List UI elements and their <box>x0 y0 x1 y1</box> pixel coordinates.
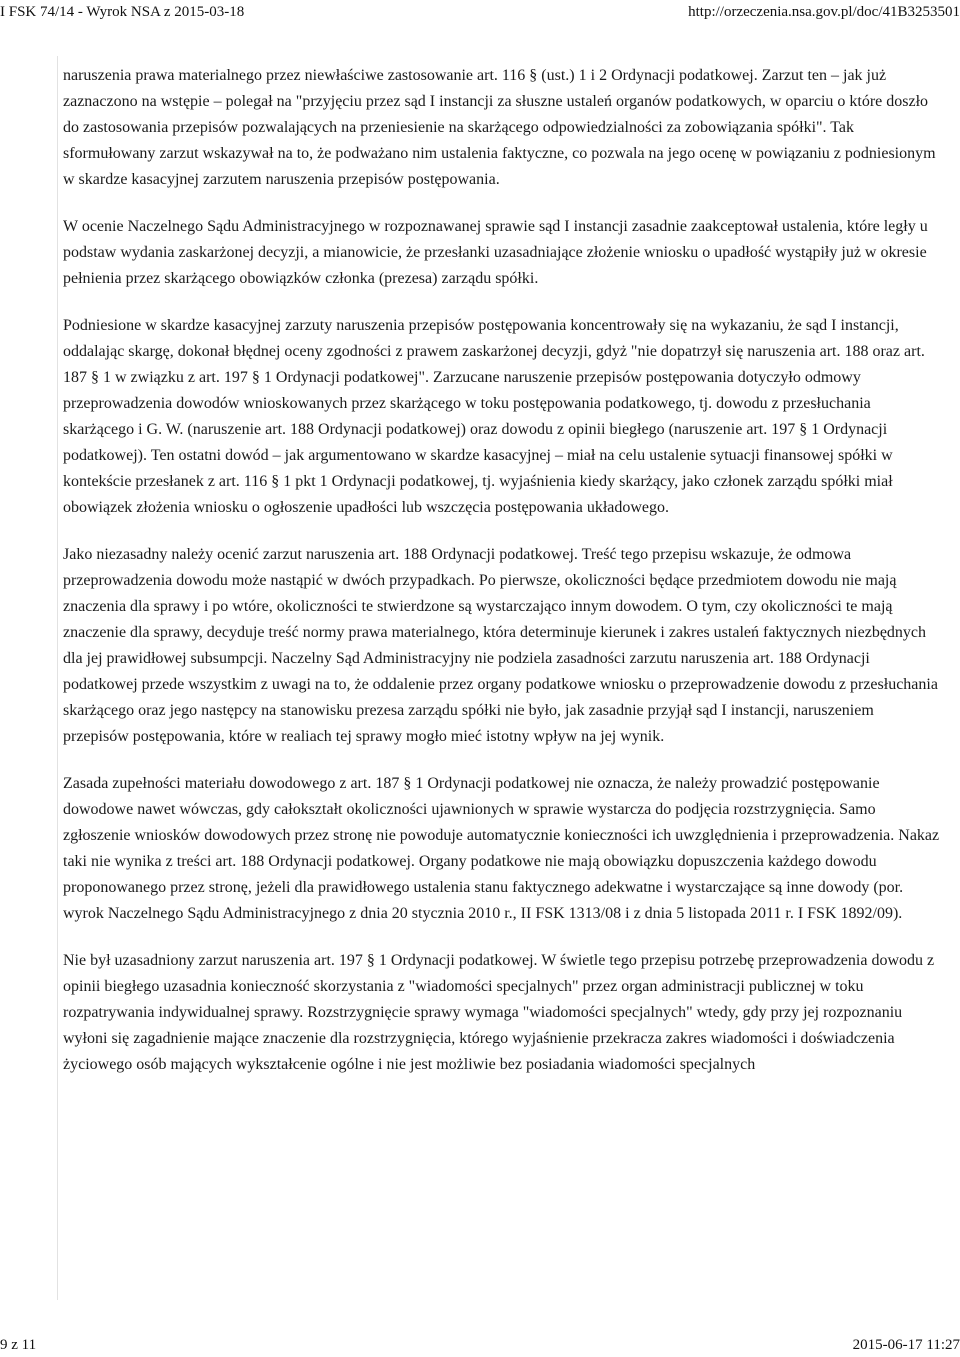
paragraph: Nie był uzasadniony zarzut naruszenia art. 197 § 1 Ordynacji podatkowej. W świetle tego przepisu potrzebę przeprowadzenia dowodu z opinii biegłego uzasadnia konieczność skorzystania z "wiadomości specjalnych" przez organ administracji publicznej w toku rozpatrywania indywidualnej sprawy. Rozstrzygnięcie sprawy wymaga "wiadomości specjalnych" wtedy, gdy przy jej rozpoznaniu wyłoni się zagadnienie mające znaczenie dla rozstrzygnięcia, którego wyjaśnienie przekracza zakres wiadomości i doświadczenia życiowego osób mających wykształcenie ogólne i nie jest możliwie bez posiadania wiadomości specjalnych <box>63 952 935 1073</box>
paragraph: Zasada zupełności materiału dowodowego z art. 187 § 1 Ordynacji podatkowej nie oznacza, że należy prowadzić postępowanie dowodowe nawet wówczas, gdy całokształt okoliczności ujawnionych w sprawie wystarcza do podjęcia rozstrzygnięcia. Samo zgłoszenie wniosków dowodowych przez stronę nie powoduje automatycznie konieczności ich uwzględnienia i przeprowadzenia. Nakaz taki nie wynika z treści art. 188 Ordynacji podatkowej. Organy podatkowe nie mają obowiązku dopuszczenia każdego dowodu proponowanego przez stronę, jeżeli dla prawidłowego ustalenia stanu faktycznego adekwatne i wystarczające są inne dowody (por. wyrok Naczelnego Sądu Administracyjnego z dnia 20 stycznia 2010 r., II FSK 1313/08 i z dnia 5 listopada 2011 r. I FSK 1892/09). <box>63 775 940 922</box>
paragraph: Jako niezasadny należy ocenić zarzut naruszenia art. 188 Ordynacji podatkowej. Treść tego przepisu wskazuje, że odmowa przeprowadzenia dowodu może nastąpić w dwóch przypadkach. Po pierwsze, okoliczności będące przedmiotem dowodu nie mają znaczenia dla sprawy i po wtóre, okoliczności te stwierdzone są wystarczająco innym dowodem. O tym, czy okoliczności te mają znaczenie dla sprawy, decyduje treść normy prawa materialnego, która determinuje kierunek i zakres ustaleń faktycznych niezbędnych dla jej prawidłowej subsumpcji. Naczelny Sąd Administracyjny nie podziela zasadności zarzutu naruszenia art. 188 Ordynacji podatkowej przede wszystkim z uwagi na to, że oddalenie przez organy podatkowe wniosku o przeprowadzenie dowodu z przesłuchania skarżącego oraz jego następcy na stanowisku prezesa zarządu spółki nie było, jak zasadnie przyjął sąd I instancji, naruszeniem przepisów postępowania, które w realiach tej sprawy mogło mieć istotny wpływ na jej wynik. <box>63 546 938 745</box>
document-url: http://orzeczenia.nsa.gov.pl/doc/41B3253501 <box>688 4 960 20</box>
document-body <box>63 63 941 1099</box>
page-number: 9 z 11 <box>0 1337 37 1353</box>
print-datetime: 2015-06-17 11:27 <box>852 1337 960 1353</box>
paragraph: W ocenie Naczelnego Sądu Administracyjnego w rozpoznawanej sprawie sąd I instancji zasadnie zaakceptował ustalenia, które legły u podstaw wydania zaskarżonej decyzji, a mianowicie, że przesłanki uzasadniające złożenie wniosku o upadłość wystąpiły już w okresie pełnienia przez skarżącego obowiązków członka (prezesa) zarządu spółki. <box>63 218 928 287</box>
document-title: I FSK 74/14 - Wyrok NSA z 2015-03-18 <box>0 4 245 20</box>
paragraph: naruszenia prawa materialnego przez niewłaściwe zastosowanie art. 116 § (ust.) 1 i 2 Ordynacji podatkowej. Zarzut ten – jak już zaznaczono na wstępie – polegał na "przyjęciu przez sąd I instancji za słuszne ustaleń organów podatkowych, w oparciu o które doszło do zastosowania przepisów pozwalających na przeniesienie na skarżącego odpowiedzialności za zobowiązania spółki". Tak sformułowany zarzut wskazywał na to, że podważano nim ustalenia faktyczne, co pozwala na jego ocenę w powiązaniu z podniesionym w skardze kasacyjnej zarzutem naruszenia przepisów postępowania. <box>63 67 936 188</box>
content-frame-line <box>57 56 58 1300</box>
paragraph: Podniesione w skardze kasacyjnej zarzuty naruszenia przepisów postępowania koncentrowały się na wykazaniu, że sąd I instancji, oddalając skargę, dokonał błędnej oceny zgodności z prawem zaskarżonej decyzji, gdyż "nie dopatrzył się naruszenia art. 188 oraz art. 187 § 1 w związku z art. 197 § 1 Ordynacji podatkowej". Zarzucane naruszenie przepisów postępowania dotyczyło odmowy przeprowadzenia dowodów wnioskowanych przez skarżącego w toku postępowania podatkowego, tj. dowodu z przesłuchania skarżącego i G. W. (naruszenie art. 188 Ordynacji podatkowej) oraz dowodu z opinii biegłego (naruszenie art. 197 § 1 Ordynacji podatkowej). Ten ostatni dowód – jak argumentowano w skardze kasacyjnej – miał na celu ustalenie sytuacji finansowej spółki w kontekście przesłanek z art. 116 § 1 pkt 1 Ordynacji podatkowej, tj. wyjaśnienia kiedy skarżący, jako członek zarządu spółki miał obowiązek złożenia wniosku o ogłoszenie upadłości lub wszczęcia postępowania układowego. <box>63 317 925 516</box>
